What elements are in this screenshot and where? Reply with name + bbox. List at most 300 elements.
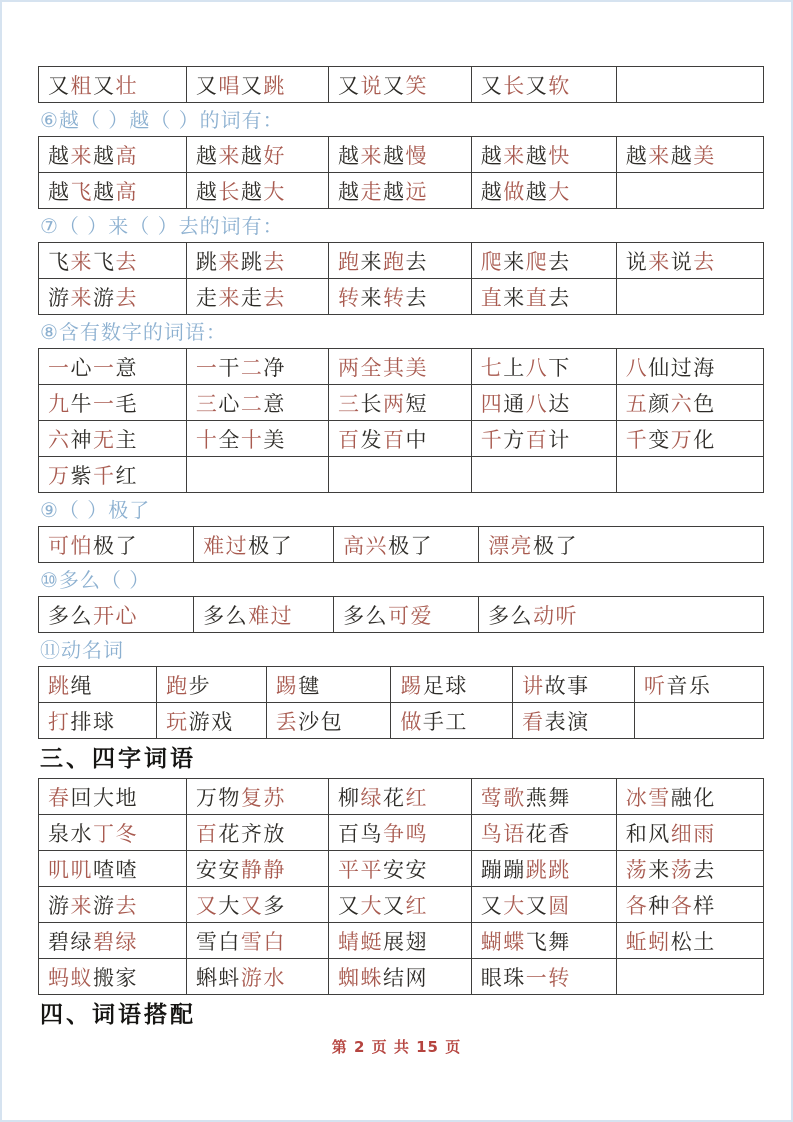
highlighted-char: 看 xyxy=(522,709,545,734)
word-cell xyxy=(471,67,616,103)
highlighted-char: 去 xyxy=(115,893,138,918)
regular-char: 全 xyxy=(218,427,241,452)
word-cell xyxy=(186,851,328,887)
regular-char: 去 xyxy=(548,285,571,310)
word-cell xyxy=(39,137,187,173)
word-cell xyxy=(328,887,471,923)
highlighted-char: 说 xyxy=(360,73,383,98)
highlighted-char: 六 xyxy=(670,391,694,416)
highlighted-char: 一 xyxy=(48,355,71,380)
word-cell xyxy=(328,279,471,315)
word-cell xyxy=(186,67,328,103)
regular-char: 柳 xyxy=(337,785,361,810)
heading-number-words: ⑧含有数字的词语： xyxy=(40,320,227,344)
word-cell xyxy=(39,279,187,315)
highlighted-char: 千 xyxy=(93,463,116,488)
word-cell xyxy=(616,851,763,887)
regular-char: 和风 xyxy=(625,821,671,846)
regular-char: 又 xyxy=(382,893,406,918)
highlighted-char: 丢 xyxy=(275,709,299,734)
regular-char: 游戏 xyxy=(188,709,234,734)
highlighted-char: 打 xyxy=(48,709,71,734)
highlighted-char: 一 xyxy=(93,355,116,380)
highlighted-char: 各 xyxy=(625,893,649,918)
table-row xyxy=(39,67,764,103)
regular-char: 越 xyxy=(525,179,549,204)
table-lai-qu-words xyxy=(38,242,764,315)
regular-char: 搬家 xyxy=(93,965,138,990)
regular-char: 通 xyxy=(503,391,526,416)
regular-char: 结网 xyxy=(382,965,428,990)
highlighted-char: 来 xyxy=(218,285,241,310)
word-cell xyxy=(334,527,479,563)
regular-char: 仙过海 xyxy=(648,355,716,380)
highlighted-char: 游水 xyxy=(240,965,286,990)
regular-char: 越 xyxy=(48,179,71,204)
heading-yue-yue-words: ⑥越（ ）越（ ）的词有： xyxy=(40,108,284,132)
highlighted-char: 细雨 xyxy=(670,821,716,846)
regular-char: 越 xyxy=(382,179,406,204)
word-cell xyxy=(471,815,616,851)
word-cell xyxy=(479,527,764,563)
regular-char: 化 xyxy=(693,427,716,452)
word-cell xyxy=(471,887,616,923)
regular-char: 意 xyxy=(263,391,286,416)
table-row xyxy=(39,597,764,633)
heading-lai-qu-words: ⑦（ ）来（ ）去的词有： xyxy=(40,214,284,238)
regular-char: 红 xyxy=(115,463,138,488)
heading-section-three: 三、四字词语 xyxy=(40,746,196,772)
regular-char: 意 xyxy=(115,355,138,380)
word-cell xyxy=(39,779,187,815)
highlighted-char: 百 xyxy=(195,821,219,846)
word-cell xyxy=(39,173,187,209)
word-cell xyxy=(328,779,471,815)
heading-verb-noun-words: ⑪动名词 xyxy=(40,638,124,662)
highlighted-char: 去 xyxy=(115,249,138,274)
table-jile-words xyxy=(38,526,764,563)
word-cell xyxy=(616,349,763,385)
highlighted-char: 来 xyxy=(218,249,241,274)
regular-char: 中 xyxy=(405,427,428,452)
word-cell xyxy=(194,527,334,563)
regular-char: 足球 xyxy=(422,673,468,698)
highlighted-char: 去 xyxy=(115,285,138,310)
word-cell xyxy=(471,137,616,173)
word-cell xyxy=(39,597,194,633)
highlighted-char: 冰雪 xyxy=(625,785,671,810)
highlighted-char: 大 xyxy=(548,179,571,204)
regular-char: 又 xyxy=(240,73,264,98)
table-row xyxy=(39,959,764,995)
regular-char: 多么 xyxy=(203,603,249,628)
word-cell xyxy=(616,67,763,103)
word-cell xyxy=(186,173,328,209)
word-cell xyxy=(39,243,187,279)
regular-char: 来 xyxy=(648,857,671,882)
regular-char: 百鸟 xyxy=(337,821,383,846)
highlighted-char: 四 xyxy=(480,391,504,416)
highlighted-char: 争鸣 xyxy=(382,821,428,846)
word-cell xyxy=(266,667,391,703)
word-cell xyxy=(391,703,513,739)
highlighted-char: 踢 xyxy=(400,673,423,698)
regular-char: 去 xyxy=(693,857,716,882)
word-cell xyxy=(39,385,187,421)
regular-char: 神 xyxy=(70,427,93,452)
highlighted-char: 飞 xyxy=(70,179,93,204)
regular-char: 毛 xyxy=(115,391,138,416)
highlighted-char: 去 xyxy=(263,249,286,274)
word-cell xyxy=(513,703,635,739)
regular-char: 绳 xyxy=(70,673,93,698)
word-cell xyxy=(39,349,187,385)
highlighted-char: 跳 xyxy=(48,673,71,698)
regular-char: 越 xyxy=(195,143,219,168)
highlighted-char: 远 xyxy=(405,179,428,204)
word-cell xyxy=(471,457,616,493)
highlighted-char: 跳 xyxy=(263,73,286,98)
highlighted-char: 踢 xyxy=(275,673,299,698)
highlighted-char: 美 xyxy=(693,143,716,168)
highlighted-char: 八 xyxy=(525,391,549,416)
word-cell xyxy=(39,815,187,851)
highlighted-char: 百 xyxy=(525,427,549,452)
highlighted-char: 来 xyxy=(70,143,93,168)
highlighted-char: 两全其美 xyxy=(337,355,428,380)
highlighted-char: 三 xyxy=(337,391,361,416)
word-cell xyxy=(328,349,471,385)
highlighted-char: 一 xyxy=(93,391,116,416)
word-cell xyxy=(471,349,616,385)
word-cell xyxy=(39,457,187,493)
table-row xyxy=(39,851,764,887)
word-cell xyxy=(391,667,513,703)
regular-char: 多 xyxy=(263,893,286,918)
regular-char: 又 xyxy=(480,73,504,98)
table-row xyxy=(39,667,764,703)
table-row xyxy=(39,243,764,279)
word-cell xyxy=(616,173,763,209)
regular-char: 蹦蹦 xyxy=(480,857,526,882)
regular-char: 走 xyxy=(240,285,264,310)
regular-char: 达 xyxy=(548,391,571,416)
regular-char: 越 xyxy=(337,143,361,168)
word-cell xyxy=(186,779,328,815)
highlighted-char: 莺歌 xyxy=(480,785,526,810)
regular-char: 游 xyxy=(48,285,71,310)
highlighted-char: 壮 xyxy=(115,73,138,98)
highlighted-char: 复苏 xyxy=(240,785,286,810)
highlighted-char: 走 xyxy=(360,179,383,204)
regular-char: 方 xyxy=(503,427,526,452)
regular-char: 颜 xyxy=(648,391,671,416)
highlighted-char: 一 xyxy=(195,355,219,380)
regular-char: 排球 xyxy=(70,709,116,734)
highlighted-char: 来 xyxy=(70,285,93,310)
highlighted-char: 雪白 xyxy=(240,929,286,954)
highlighted-char: 又 xyxy=(240,893,264,918)
highlighted-char: 转 xyxy=(337,285,361,310)
word-cell xyxy=(471,173,616,209)
regular-char: 越 xyxy=(93,143,116,168)
highlighted-char: 跑 xyxy=(382,249,406,274)
regular-char: 步 xyxy=(188,673,212,698)
document-body xyxy=(38,66,764,1034)
word-cell xyxy=(616,243,763,279)
regular-char: 越 xyxy=(195,179,219,204)
regular-char: 多么 xyxy=(488,603,534,628)
regular-char: 净 xyxy=(263,355,286,380)
word-cell xyxy=(186,279,328,315)
regular-char: 来 xyxy=(360,285,383,310)
highlighted-char: 跳跳 xyxy=(525,857,571,882)
highlighted-char: 红 xyxy=(405,893,428,918)
highlighted-char: 万 xyxy=(670,427,694,452)
regular-char: 上 xyxy=(503,355,526,380)
word-cell xyxy=(39,887,187,923)
regular-char: 又 xyxy=(337,73,361,98)
word-cell xyxy=(471,923,616,959)
regular-char: 万物 xyxy=(195,785,241,810)
word-cell xyxy=(39,923,187,959)
regular-char: 表演 xyxy=(544,709,590,734)
highlighted-char: 来 xyxy=(648,249,671,274)
regular-char: 多么 xyxy=(48,603,93,628)
word-cell xyxy=(39,959,187,995)
regular-char: 美 xyxy=(263,427,286,452)
word-cell xyxy=(471,279,616,315)
highlighted-char: 百 xyxy=(382,427,406,452)
highlighted-char: 蜻蜓 xyxy=(337,929,383,954)
word-cell xyxy=(328,959,471,995)
highlighted-char: 直 xyxy=(525,285,549,310)
word-cell xyxy=(157,667,266,703)
regular-char: 越 xyxy=(480,179,504,204)
regular-char: 极了 xyxy=(533,533,579,558)
highlighted-char: 做 xyxy=(400,709,423,734)
highlighted-char: 来 xyxy=(70,249,93,274)
highlighted-char: 慢 xyxy=(405,143,428,168)
highlighted-char: 高 xyxy=(115,179,138,204)
heading-jile-words: ⑨（ ）极了 xyxy=(40,498,151,522)
word-cell xyxy=(186,923,328,959)
word-cell xyxy=(328,923,471,959)
highlighted-char: 荡 xyxy=(670,857,694,882)
table-verb-noun-words xyxy=(38,666,764,739)
highlighted-char: 快 xyxy=(548,143,571,168)
word-cell xyxy=(194,597,334,633)
regular-char: 变 xyxy=(648,427,671,452)
regular-char: 游 xyxy=(93,285,116,310)
word-cell xyxy=(328,851,471,887)
highlighted-char: 难过 xyxy=(248,603,294,628)
highlighted-char: 三 xyxy=(195,391,219,416)
table-yue-yue-words xyxy=(38,136,764,209)
table-row xyxy=(39,887,764,923)
page-number-footer: 第 2 页 共 15 页 xyxy=(331,1038,462,1056)
word-cell xyxy=(39,851,187,887)
highlighted-char: 圆 xyxy=(548,893,571,918)
word-cell xyxy=(616,887,763,923)
highlighted-char: 跑 xyxy=(337,249,361,274)
highlighted-char: 好 xyxy=(263,143,286,168)
regular-char: 下 xyxy=(548,355,571,380)
regular-char: 极了 xyxy=(248,533,294,558)
regular-char: 极了 xyxy=(388,533,434,558)
word-cell xyxy=(39,67,187,103)
regular-char: 越 xyxy=(480,143,504,168)
regular-char: 越 xyxy=(525,143,549,168)
highlighted-char: 无 xyxy=(93,427,116,452)
table-row xyxy=(39,457,764,493)
word-cell xyxy=(471,851,616,887)
word-cell xyxy=(479,597,764,633)
regular-char: 安安 xyxy=(382,857,428,882)
highlighted-char: 两 xyxy=(382,391,406,416)
highlighted-char: 大 xyxy=(360,893,383,918)
highlighted-char: 来 xyxy=(360,143,383,168)
highlighted-char: 来 xyxy=(218,143,241,168)
regular-char: 去 xyxy=(405,249,428,274)
regular-char: 燕舞 xyxy=(525,785,571,810)
word-cell xyxy=(471,421,616,457)
regular-char: 飞 xyxy=(48,249,71,274)
word-cell xyxy=(186,243,328,279)
highlighted-char: 跑 xyxy=(166,673,189,698)
highlighted-char: 难过 xyxy=(203,533,249,558)
word-cell xyxy=(334,597,479,633)
word-cell xyxy=(471,959,616,995)
word-cell xyxy=(39,421,187,457)
highlighted-char: 一转 xyxy=(525,965,571,990)
regular-char: 雪白 xyxy=(195,929,241,954)
highlighted-char: 红 xyxy=(405,785,428,810)
word-cell xyxy=(616,923,763,959)
highlighted-char: 六 xyxy=(48,427,71,452)
table-row xyxy=(39,279,764,315)
regular-char: 计 xyxy=(548,427,571,452)
word-cell xyxy=(39,703,157,739)
regular-char: 沙包 xyxy=(298,709,344,734)
regular-char: 越 xyxy=(382,143,406,168)
word-cell xyxy=(616,779,763,815)
regular-char: 越 xyxy=(240,179,264,204)
highlighted-char: 去 xyxy=(693,249,716,274)
highlighted-char: 各 xyxy=(670,893,694,918)
regular-char: 安安 xyxy=(195,857,241,882)
regular-char: 毽 xyxy=(298,673,321,698)
regular-char: 越 xyxy=(240,143,264,168)
highlighted-char: 动听 xyxy=(533,603,579,628)
regular-char: 说 xyxy=(625,249,649,274)
word-cell xyxy=(39,667,157,703)
highlighted-char: 长 xyxy=(503,73,526,98)
regular-char: 又 xyxy=(48,73,71,98)
table-duome-words xyxy=(38,596,764,633)
highlighted-char: 高 xyxy=(115,143,138,168)
highlighted-char: 来 xyxy=(503,143,526,168)
regular-char: 种 xyxy=(648,893,671,918)
highlighted-char: 十 xyxy=(240,427,264,452)
regular-char: 眼珠 xyxy=(480,965,526,990)
word-cell xyxy=(328,243,471,279)
highlighted-char: 开心 xyxy=(93,603,138,628)
highlighted-char: 高兴 xyxy=(343,533,389,558)
highlighted-char: 春 xyxy=(48,785,71,810)
regular-char: 融化 xyxy=(670,785,716,810)
highlighted-char: 又 xyxy=(195,893,219,918)
regular-char: 来 xyxy=(360,249,383,274)
regular-char: 手工 xyxy=(422,709,468,734)
word-cell xyxy=(186,349,328,385)
table-row xyxy=(39,137,764,173)
regular-char: 游 xyxy=(48,893,71,918)
table-four-char-words xyxy=(38,778,764,995)
highlighted-char: 碧绿 xyxy=(93,929,138,954)
regular-char: 主 xyxy=(115,427,138,452)
highlighted-char: 爬 xyxy=(480,249,504,274)
regular-char: 越 xyxy=(625,143,649,168)
table-you-you-words xyxy=(38,66,764,103)
heading-section-four: 四、词语搭配 xyxy=(40,1002,196,1028)
word-cell xyxy=(186,137,328,173)
regular-char: 紫 xyxy=(70,463,93,488)
table-row xyxy=(39,815,764,851)
word-cell xyxy=(471,779,616,815)
highlighted-char: 二 xyxy=(240,391,264,416)
highlighted-char: 鸟语 xyxy=(480,821,526,846)
highlighted-char: 绿 xyxy=(360,785,383,810)
regular-char: 说 xyxy=(670,249,694,274)
regular-char: 干 xyxy=(218,355,241,380)
regular-char: 松土 xyxy=(670,929,716,954)
regular-char: 来 xyxy=(503,285,526,310)
table-row xyxy=(39,779,764,815)
table-number-words xyxy=(38,348,764,493)
word-cell xyxy=(616,959,763,995)
regular-char: 展翅 xyxy=(382,929,428,954)
regular-char: 蝌蚪 xyxy=(195,965,241,990)
word-cell xyxy=(328,815,471,851)
word-cell xyxy=(186,421,328,457)
regular-char: 音乐 xyxy=(666,673,712,698)
regular-char: 大 xyxy=(218,893,241,918)
highlighted-char: 软 xyxy=(548,73,571,98)
regular-char: 跳 xyxy=(240,249,264,274)
regular-char: 多么 xyxy=(343,603,389,628)
highlighted-char: 唱 xyxy=(218,73,241,98)
regular-char: 回大地 xyxy=(70,785,138,810)
heading-duome-words: ⑩多么（ ） xyxy=(40,568,151,592)
table-row xyxy=(39,527,764,563)
table-row xyxy=(39,703,764,739)
highlighted-char: 七 xyxy=(480,355,504,380)
word-cell xyxy=(328,137,471,173)
highlighted-char: 转 xyxy=(382,285,406,310)
highlighted-char: 听 xyxy=(643,673,667,698)
highlighted-char: 蚂蚁 xyxy=(48,965,93,990)
highlighted-char: 来 xyxy=(648,143,671,168)
word-cell xyxy=(39,527,194,563)
word-cell xyxy=(634,667,763,703)
word-cell xyxy=(616,385,763,421)
regular-char: 样 xyxy=(693,893,716,918)
regular-char: 又 xyxy=(337,893,361,918)
highlighted-char: 玩 xyxy=(166,709,189,734)
highlighted-char: 可爱 xyxy=(388,603,434,628)
highlighted-char: 十 xyxy=(195,427,219,452)
